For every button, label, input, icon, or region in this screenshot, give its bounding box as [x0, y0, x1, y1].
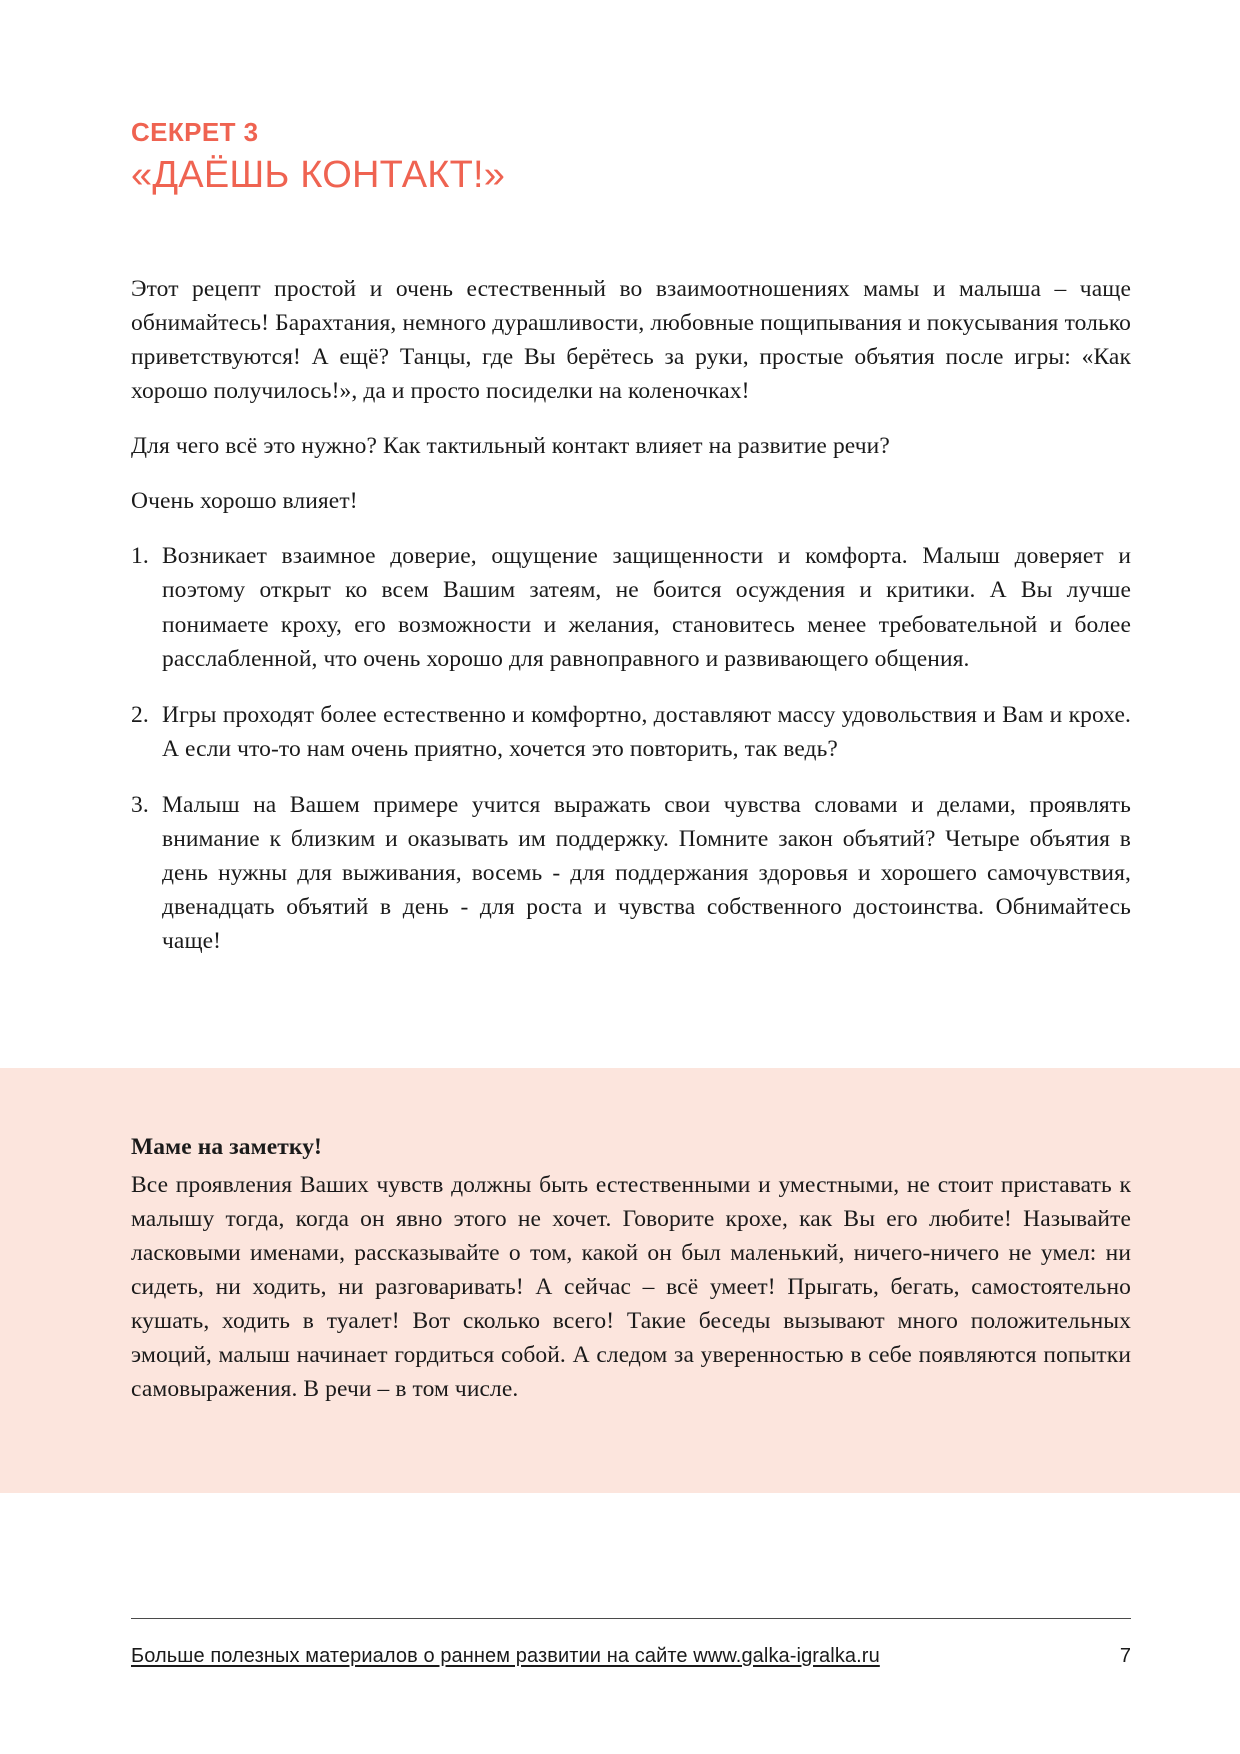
list-item: [131, 788, 1131, 958]
answer-paragraph: Очень хорошо влияет!: [131, 488, 358, 515]
list-item: [131, 539, 1131, 675]
main-content: [131, 272, 1131, 958]
note-callout-title: Маме на заметку!: [131, 1134, 322, 1160]
list-item-text: Возникает взаимное доверие, ощущение защищенности и комфорта. Малыш доверяет и поэтому открыт ко всем Вашим затеям, не боится осуждения и критики. А Вы лучше понимаете кроху, его возможности и желания, становитесь менее требовательной и более расслабленной, что очень хорошо для равноправного и развивающего общения.: [162, 543, 1131, 672]
page-title: «ДАЁШЬ КОНТАКТ!»: [131, 153, 506, 196]
list-item-marker: 2.: [131, 701, 149, 728]
note-callout-text: Все проявления Ваших чувств должны быть естественными и уместными, не стоит приставать к малышу тогда, когда он явно этого не хочет. Говорите крохе, как Вы его любите! Называйте ласковыми именами, рассказывайте о том, какой он был маленький, ничего-ничего не умел: ни сидеть, ни ходить, ни разговаривать! А сейчас – всё умеет! Прыгать, бегать, самостоятельно кушать, ходить в туалет! Вот сколько всего! Такие беседы вызывают много положительных эмоций, малыш начинает гордиться собой. А следом за уверенностью в себе появляются попытки самовыражения. В речи – в том числе.: [131, 1172, 1131, 1403]
page-number: 7: [1119, 1645, 1131, 1667]
benefits-list: [131, 539, 1131, 958]
list-item-text: Игры проходят более естественно и комфортно, доставляют массу удовольствия и Вам и крохе. А если что-то нам очень приятно, хочется это повторить, так ведь?: [162, 701, 1131, 762]
list-item-text: Малыш на Вашем примере учится выражать свои чувства словами и делами, проявлять внимание к близким и оказывать им поддержку. Помните закон объятий? Четыре объятия в день нужны для выживания, восемь - для поддержания здоровья и хорошего самочувствия, двенадцать объятий в день - для роста и чувства собственного достоинства. Обнимайтесь чаще!: [162, 791, 1131, 954]
note-callout-box: [0, 1068, 1240, 1493]
page-footer: [131, 1618, 1131, 1668]
footer-site-link[interactable]: Больше полезных материалов о раннем развитии на сайте www.galka-igralka.ru: [131, 1645, 880, 1667]
title-block: [131, 118, 1131, 198]
note-callout-inner: [131, 1130, 1131, 1407]
question-paragraph: Для чего всё это нужно? Как тактильный контакт влияет на развитие речи?: [131, 433, 890, 460]
footer-row: [131, 1645, 1131, 1668]
secret-kicker: СЕКРЕТ 3: [131, 117, 259, 147]
list-item-marker: 1.: [131, 543, 149, 570]
intro-paragraph: Этот рецепт простой и очень естественный во взаимоотношениях мамы и малыша – чаще обнимайтесь! Барахтания, немного дурашливости, любовные пощипывания и покусывания только приветствуются! А ещё? Танцы, где Вы берётесь за руки, простые объятия после игры: «Как хорошо получилось!», да и просто посиделки на коленочках!: [131, 276, 1131, 405]
list-item-marker: 3.: [131, 791, 149, 818]
footer-divider: [131, 1618, 1131, 1619]
list-item: [131, 698, 1131, 766]
